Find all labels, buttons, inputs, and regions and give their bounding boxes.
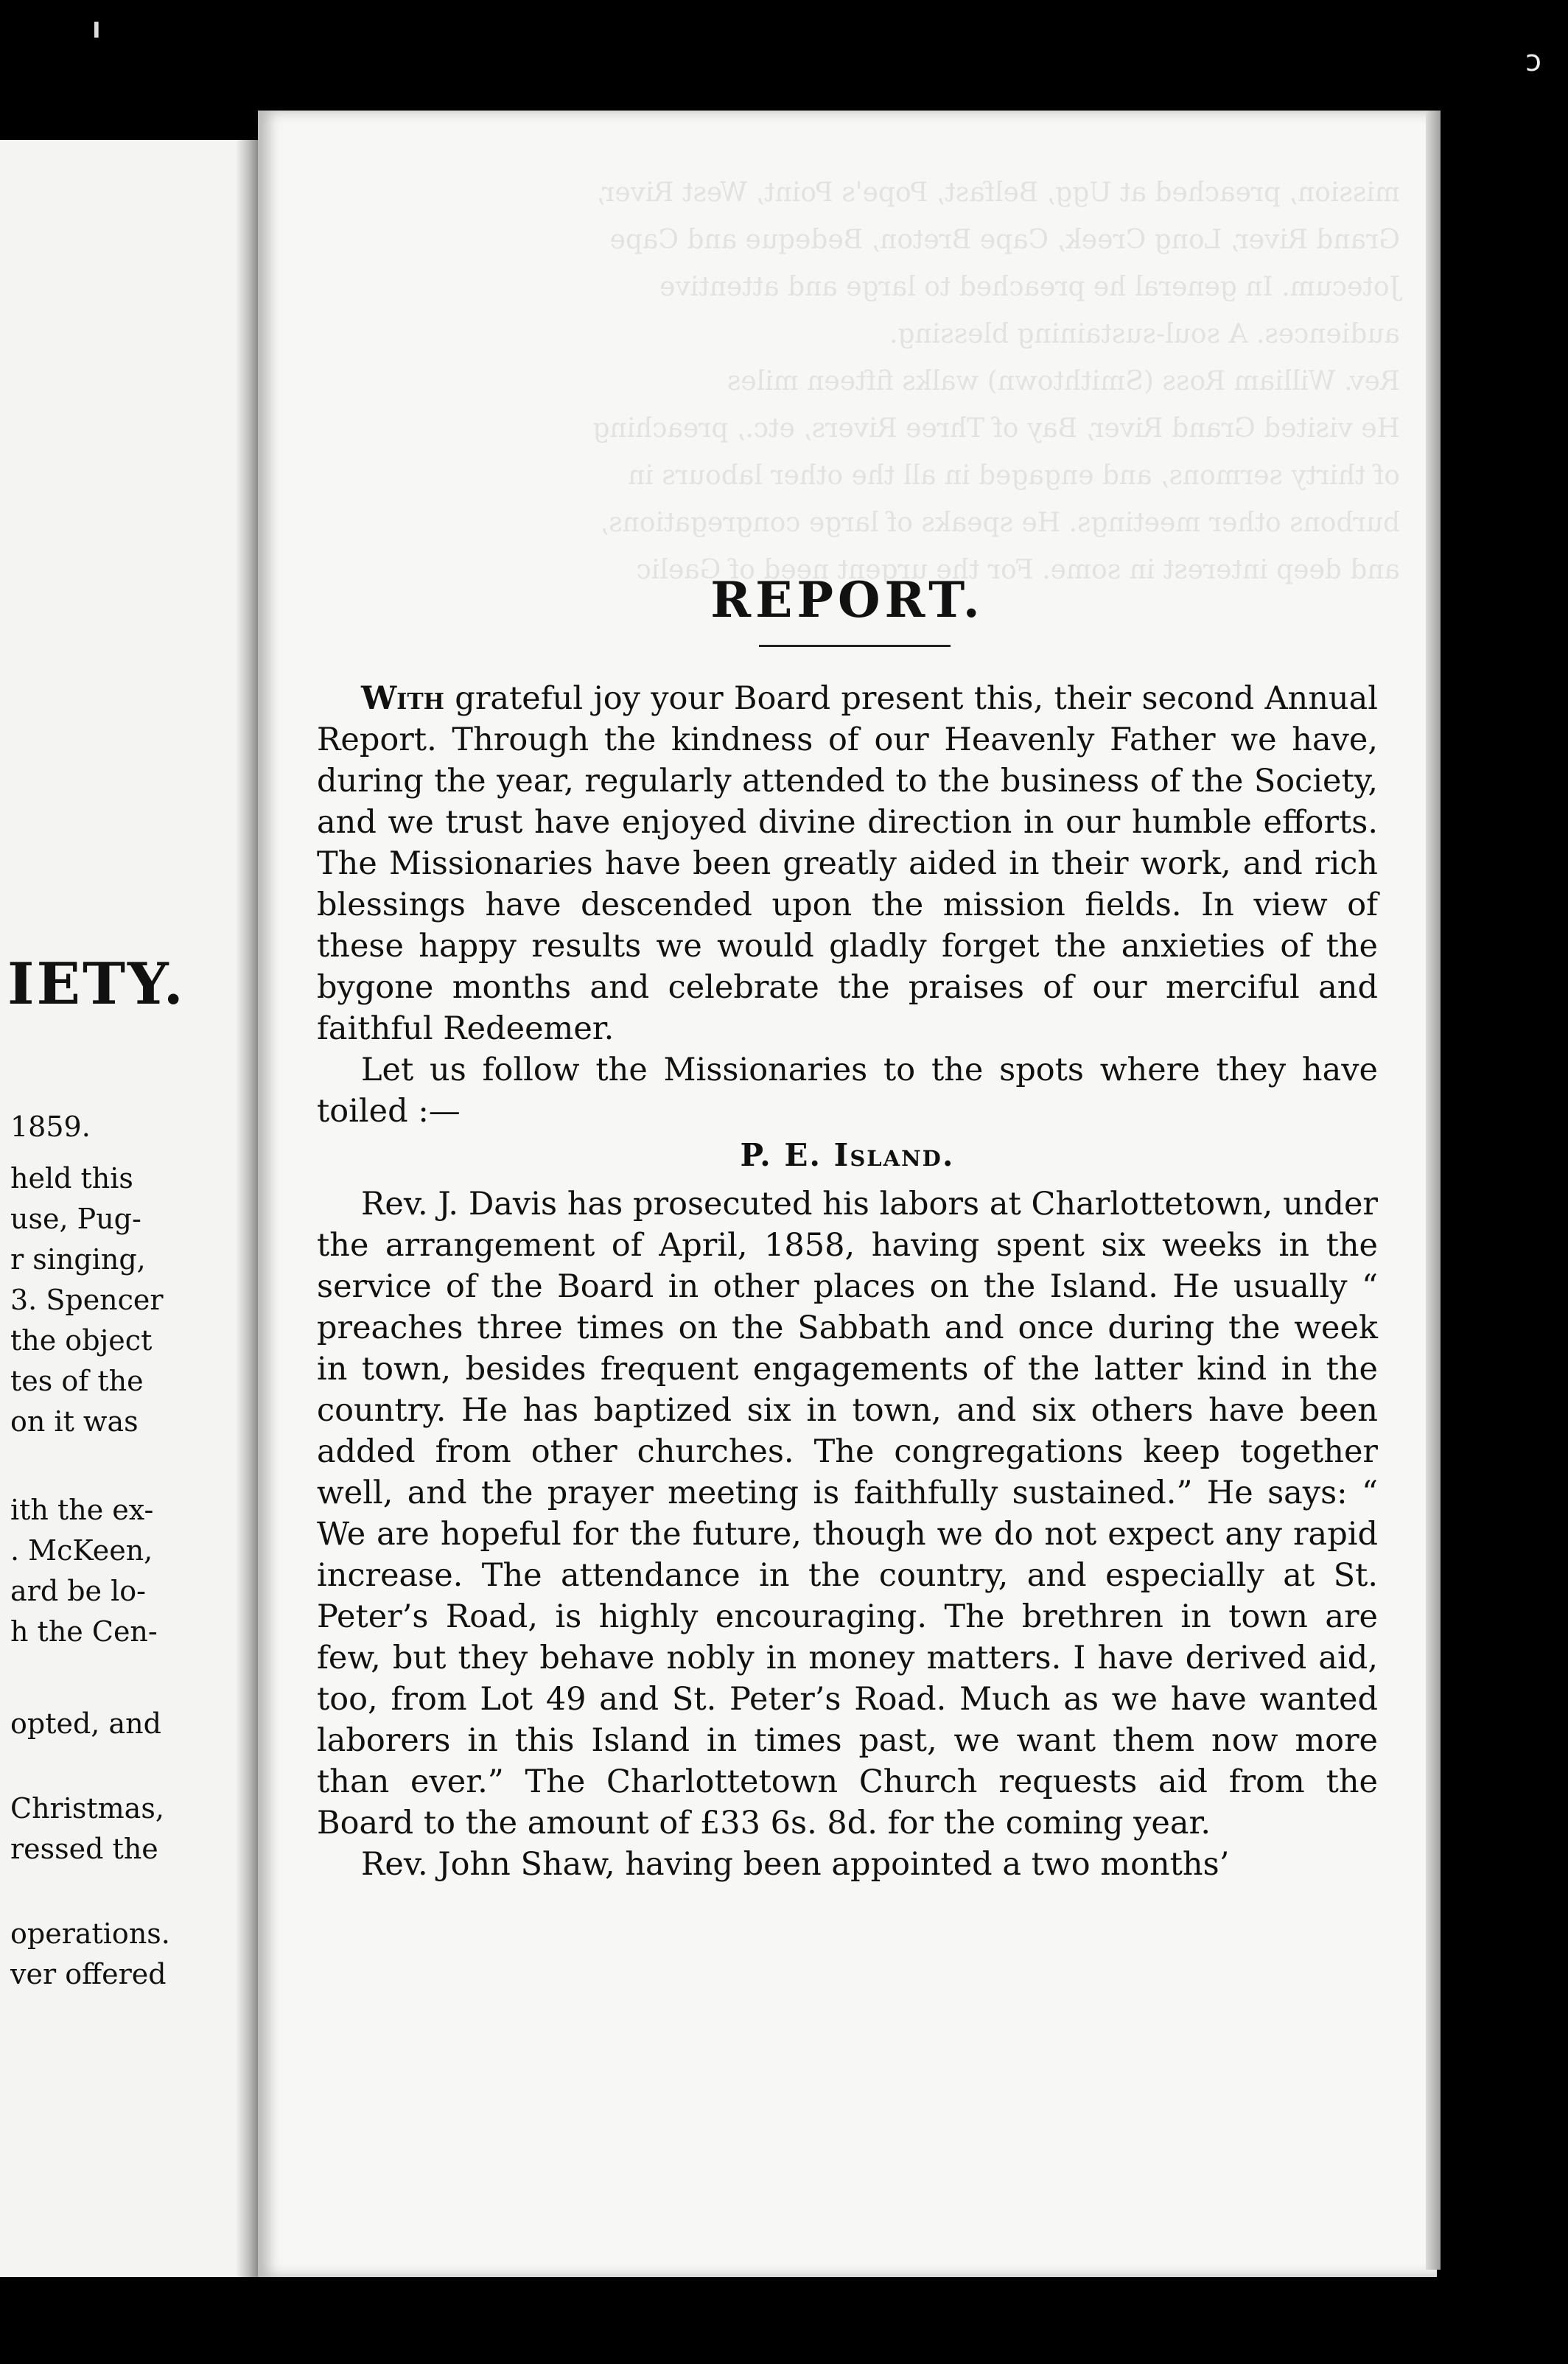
left-page-line: held this — [10, 1162, 133, 1195]
left-page-line: 3. Spencer — [10, 1284, 164, 1316]
bleed-line: He visited Grand River, Bay of Three Rivers, etc., preaching — [592, 413, 1400, 444]
section-heading-pei: P. E. Island. — [740, 1137, 955, 1173]
report-page — [258, 111, 1437, 2277]
left-page-line: opted, and — [10, 1707, 161, 1740]
left-page-fragment — [0, 140, 258, 2277]
scan-corner-mark: ╻ — [88, 7, 105, 38]
paragraph-intro-text: grateful joy your Board present this, their second Annual Report. Through the kindness of our Heavenly Father we have, during the year, regularly attended to the business of the Society, and we trust have enjoyed divine direction in our humble efforts. The Missionaries have been greatly aided in their work, and rich blessings have descended upon the mission fields. In view of these happy results we would gladly forget the anxieties of the bygone months and celebrate the praises of our merciful and faithful Redeemer. — [317, 680, 1378, 1047]
bleed-line: Grand River, Long Creek, Cape Breton, Bedeque and Cape — [609, 225, 1400, 255]
book-gutter — [236, 140, 258, 2277]
left-page-line: ressed the — [10, 1833, 158, 1865]
left-page-line: on it was — [10, 1405, 139, 1438]
left-page-line: ard be lo- — [10, 1575, 146, 1607]
title-rule — [759, 645, 951, 647]
bleed-line: of thirty sermons, and engaged in all the other labours in — [628, 461, 1400, 491]
paragraph-follow: Let us follow the Missionaries to the spots where they have toiled :— — [317, 1052, 1378, 1130]
paragraph-davis: Rev. J. Davis has prosecuted his labors at Charlottetown, under the arrangement of April, 1858, having spent six weeks in the service of the Board in other places on the Island. He usually “ preaches three times on the Sabbath and once during the week in town, besides frequent engagements of the latter kind in the country. He has baptized six in town, and six others have been added from other churches. The congregations keep together well, and the prayer meeting is faithfully sustained.” He says: “ We are hopeful for the future, though we do not expect any rapid increase. The attendance in the country, and especially at St. Peter’s Road, is highly encouraging. The brethren in town are few, but they behave nobly in money matters. I have derived aid, too, from Lot 49 and St. Peter’s Road. Much as we have wanted laborers in this Island in times past, we want them now more than ever.” The Charlottetown Church requests aid from the Board to the amount of £33 6s. 8d. for the coming year. — [317, 1186, 1378, 1842]
bleed-line: and deep interest in some. For the urgent need of Gaelic — [636, 555, 1400, 585]
left-page-line: the object — [10, 1324, 153, 1357]
left-page-line: tes of the — [10, 1365, 144, 1397]
left-page-line: Christmas, — [10, 1792, 164, 1825]
left-page-line: ith the ex- — [10, 1494, 154, 1526]
scan-edge-mark: ↄ — [1525, 44, 1541, 78]
report-title: REPORT. — [710, 571, 984, 629]
report-body — [317, 678, 1378, 1885]
page-edge-shadow — [1426, 111, 1441, 2270]
paragraph-shaw: Rev. John Shaw, having been appointed a two months’ — [361, 1846, 1230, 1883]
left-page-line: r singing, — [10, 1243, 146, 1276]
bleed-line: burbons other meetings. He speaks of large congregations, — [600, 508, 1400, 538]
bleed-line: audiences. A soul-sustaining blessing. — [889, 319, 1400, 349]
paragraph-intro — [317, 678, 1378, 1049]
left-page-year: 1859. — [10, 1111, 91, 1143]
left-page-line: ver offered — [10, 1958, 167, 1990]
bleed-line: mission, preached at Ugg, Belfast, Pope's Point, West River, — [596, 178, 1400, 208]
left-page-heading: IETY. — [7, 951, 186, 1018]
left-page-line: h the Cen- — [10, 1615, 158, 1648]
left-page-line: operations. — [10, 1917, 170, 1950]
drop-word: With — [361, 680, 444, 717]
left-page-line: use, Pug- — [10, 1203, 141, 1235]
bleed-line: Jotecum. In general he preached to large and attentive — [659, 272, 1400, 302]
bleed-line: Rev. William Ross (Smithtown) walks fifteen miles — [727, 366, 1400, 396]
left-page-line: . McKeen, — [10, 1534, 153, 1567]
